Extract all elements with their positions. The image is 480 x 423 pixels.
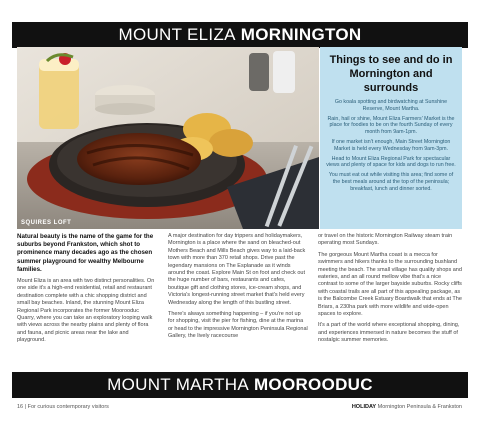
section-title-bar-bottom <box>12 372 468 398</box>
things-to-do-item: Rain, hail or shine, Mount Eliza Farmers' Market is the place for foodies to be on the fourth Sunday of every month from 9am-1pm. <box>327 115 455 136</box>
article-paragraph: or travel on the historic Mornington Railway steam train operating most Sundays. <box>318 233 453 247</box>
food-photo-illustration <box>17 47 319 229</box>
footer-right <box>352 404 462 410</box>
article-paragraph: A major destination for day trippers and holidaymakers, Mornington is a place where the sand on bleached-out Mothers Beach and Mills Beach gives way to a laid-back town with more than 370 retail shops. Drive past the legendary mansions on The Esplanade as it winds around the coast. Explore Main St on foot and check out the huge number of bars, restaurants and cafes, boutique gift and clothing stores, ice-cream shops, and Victoria's longest-running street market that's held every Wednesday along the length of this bustling street. <box>168 233 306 306</box>
article-lead-paragraph: Natural beauty is the name of the game for the suburbs beyond Frankston, which shot to prominence many decades ago as the chosen summer playground for wealthy Melbourne families. <box>17 233 154 273</box>
section-title-place: MOUNT ELIZA <box>118 25 236 44</box>
footer-region: Mornington Peninsula & Frankston <box>377 404 462 410</box>
footer-left: 16 | For curious contemporary visitors <box>17 404 109 410</box>
section-title-place-bold: MORNINGTON <box>240 25 362 44</box>
article-paragraph: It's a part of the world where exceptional shopping, dining, and experiences immersed in nature becomes the stuff of nostalgic summer memories. <box>318 322 460 344</box>
things-to-do-item: You must eat out while visiting this area; find some of the best meals around at the top of the peninsula; breakfast, lunch and dinner sorted. <box>328 172 454 192</box>
section-title-place: MOUNT MARTHA <box>107 375 249 394</box>
page-footer <box>17 404 462 410</box>
things-to-do-box <box>320 47 462 229</box>
section-title-place-bold: MOOROODUC <box>253 375 373 394</box>
things-to-do-item: Go koala spotting and birdwatching at Sunshine Reserve, Mount Martha. <box>334 99 448 112</box>
footer-brand: HOLIDAY <box>351 404 377 410</box>
section-title-bar <box>12 22 468 48</box>
article-column-2 <box>168 233 308 345</box>
article-paragraph: Mount Eliza is an area with two distinct personalities. On one side it's a high-end residential, retail and restaurant destination complete with a chic shopping district and small bay beaches. Inland, the stunning Mount Eliza Regional Park incorporates the former Moorooduc Quarry, where you can take an exploratory looping walk with views across the nearby plains and plenty of flora and fauna, and picnic areas near the lake and playground. <box>17 278 155 344</box>
things-to-do-item: Head to Mount Eliza Regional Park for spectacular views and plenty of space for kids and dogs to run free. <box>326 155 456 169</box>
footer-tagline: For curious contemporary visitors <box>27 404 109 410</box>
article-column-3 <box>318 233 462 349</box>
article-paragraph: The gorgeous Mount Martha coast is a mecca for swimmers and hikers thanks to the surrounding bushland meeting the beach. The small village has quality shops and eateries, and an all round mellow vibe that's a nice contrast to some of the larger bayside suburbs. Rocky cliffs with coastal trails are all part of this appealing package, as is the Balcombe Creek Estuary Boardwalk that ends at The Briars, a 230ha park with more wildlife and wide-open spaces to explore. <box>318 251 462 318</box>
things-to-do-item: If one market isn't enough, Main Street Mornington Market is held every Wednesday from 9am-3pm. <box>331 138 451 152</box>
article-column-1 <box>17 233 157 349</box>
photo-credit: SQUIRES LOFT <box>21 220 72 226</box>
things-to-do-title: Things to see and do in Mornington and surrounds <box>329 54 453 94</box>
food-photo <box>17 47 319 229</box>
page-number: 16 <box>17 404 24 410</box>
article-paragraph: There's always something happening – if you're not up for shopping, visit the pier for fishing, dine at the marina or head to the impressive Mornington Peninsula Regional Gallery, the lively racecourse <box>168 311 308 340</box>
